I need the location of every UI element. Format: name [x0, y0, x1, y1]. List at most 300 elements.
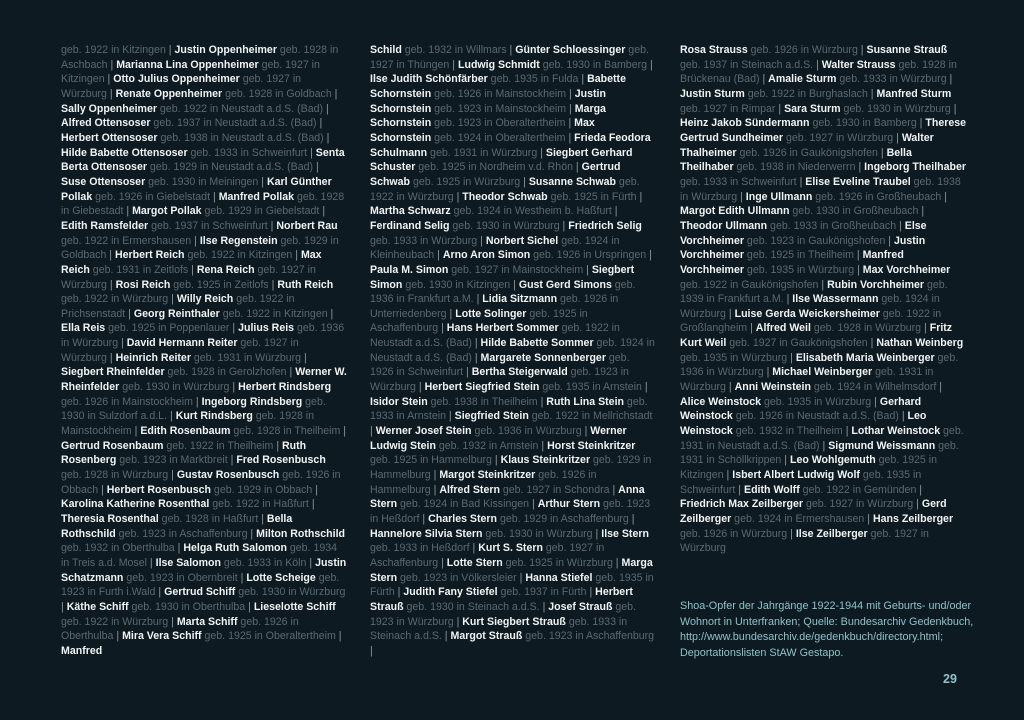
separator: |: [569, 87, 572, 100]
person-name: Georg Reinthaler: [133, 307, 220, 320]
separator: |: [531, 498, 535, 511]
birth-info: geb. 1930 in Würzburg: [840, 102, 954, 115]
person-name: Walter Thalheimer: [680, 131, 934, 159]
person-name: Martha Schwarz: [370, 205, 451, 218]
person-name: Isbert Albert Ludwig Wolf: [732, 469, 860, 482]
separator: |: [289, 366, 293, 379]
birth-info: geb. 1930 in Oberthulba: [128, 600, 249, 613]
birth-info: geb. 1933 in Großheubach: [767, 219, 900, 232]
separator: |: [261, 513, 264, 525]
person-name: Kurt Rindsberg: [175, 410, 253, 423]
separator: |: [595, 527, 599, 540]
separator: |: [480, 234, 483, 247]
separator: |: [212, 190, 216, 203]
person-name: Fritz Kurt Weil: [680, 322, 953, 350]
person-name: Rubin Vorchheimer: [827, 278, 925, 291]
person-name: Manfred: [61, 644, 103, 657]
separator: |: [639, 190, 643, 203]
separator: |: [762, 73, 766, 86]
person-name: Margot Edith Ullmann: [680, 205, 790, 218]
separator: |: [230, 454, 234, 467]
birth-info: geb. 1926 in Würzburg: [680, 527, 791, 540]
separator: |: [586, 263, 589, 276]
separator: |: [474, 351, 478, 364]
separator: |: [919, 117, 923, 130]
person-name: Lothar Weinstock: [851, 425, 941, 438]
person-name: Margot Pollak: [132, 205, 202, 218]
birth-info: geb. 1927 in Würzburg: [61, 73, 302, 100]
birth-info: geb. 1922 in Kitzingen: [61, 44, 169, 56]
separator: |: [149, 556, 153, 569]
person-name: Marta Schiff: [176, 615, 238, 628]
person-name: Frieda Feodora Schulmann: [370, 131, 651, 159]
birth-info: geb. 1933 in Würzburg: [370, 234, 481, 247]
person-name: Otto Julius Oppenheimer: [113, 73, 240, 86]
person-name: Margot Steinkritzer: [439, 469, 536, 482]
person-name: Max Vorchheimer: [862, 263, 951, 276]
birth-info: geb. 1938 in Niederwerrn: [733, 161, 859, 174]
person-name: Michael Weinberger: [772, 366, 873, 379]
birth-info: geb. 1927 in Rimpar: [680, 102, 779, 115]
separator: |: [896, 131, 899, 144]
birth-info: geb. 1927 in Kitzingen: [61, 58, 320, 86]
birth-info: geb. 1927 in Schondra: [499, 483, 613, 496]
person-name: Willy Reich: [176, 293, 234, 306]
separator: |: [540, 395, 544, 408]
birth-info: geb. 1928 in Würzburg: [61, 469, 172, 482]
separator: |: [456, 615, 460, 628]
separator: |: [315, 483, 319, 496]
person-name: Edith Ramsfelder: [61, 219, 149, 232]
separator: |: [433, 483, 437, 496]
birth-info: geb. 1926 in Giebelstadt: [92, 190, 213, 203]
person-name: Gertrud Schiff: [164, 586, 236, 599]
separator: |: [584, 425, 588, 438]
person-name: Siegbert Rheinfelder: [61, 366, 165, 379]
person-name: Gust Gerd Simons: [518, 278, 612, 291]
birth-info: geb. 1923 in Aschaffenburg: [115, 527, 251, 540]
person-name: Anna Stern: [370, 483, 645, 511]
separator: |: [310, 146, 313, 159]
person-name: Gustav Rosenbusch: [176, 469, 280, 482]
person-name: Lieselotte Schiff: [253, 600, 336, 613]
separator: |: [615, 556, 619, 569]
person-name: Marga Stern: [370, 556, 653, 584]
birth-info: geb. 1926 in Neustadt a.d.S. (Bad): [732, 410, 902, 423]
birth-info: geb. 1922 in Burghaslach: [744, 87, 871, 100]
birth-info: geb. 1922 in Ermershausen: [61, 234, 195, 247]
separator: |: [126, 205, 130, 218]
birth-info: geb. 1932 in Oberthulba: [61, 542, 178, 555]
person-name: Ilse Stern: [601, 527, 649, 540]
birth-info: geb. 1938 in Würzburg: [680, 175, 961, 203]
birth-info: geb. 1926 in Obbach: [61, 469, 341, 496]
birth-info: geb. 1925 in Fürth: [547, 190, 640, 203]
birth-info: geb. 1927 in Mainstockheim: [448, 263, 587, 276]
person-name: Helga Ruth Salomon: [183, 542, 287, 555]
birth-info: geb. 1926 in Hammelburg: [370, 469, 597, 496]
birth-info: geb. 1922 in Haßfurt: [209, 498, 312, 511]
separator: |: [867, 513, 871, 525]
person-name: Babette Schornstein: [370, 73, 626, 100]
person-name: Herbert Rindsberg: [238, 381, 332, 394]
separator: |: [474, 337, 478, 350]
separator: |: [158, 586, 162, 599]
birth-info: geb. 1931 in Zeitlofs: [89, 263, 192, 276]
birth-info: geb. 1928 in Giebestadt: [61, 190, 345, 218]
separator: |: [107, 73, 111, 86]
person-name: Paula M. Simon: [370, 263, 449, 276]
person-name: Hilde Babette Ottensoser: [61, 146, 188, 159]
birth-info: geb. 1922 in Würzburg: [370, 175, 640, 203]
separator: |: [509, 44, 513, 56]
birth-info: geb. 1925 in Würzburg: [410, 175, 524, 188]
person-name: David Hermann Reiter: [126, 337, 238, 350]
person-name: Bella Theilhaber: [680, 146, 912, 174]
person-name: Günter Schloessinger: [515, 44, 626, 56]
birth-info: geb. 1922 in Gaukönigshofen: [680, 278, 822, 291]
birth-info: geb. 1928 in Mainstockheim: [61, 410, 315, 438]
birth-info: geb. 1937 in Neustadt a.d.S. (Bad): [150, 117, 320, 130]
person-name: Theresia Rosenthal: [61, 513, 159, 525]
person-name: Theodor Schwab: [462, 190, 548, 203]
person-name: Ruth Reich: [277, 278, 334, 291]
separator: |: [939, 381, 943, 394]
separator: |: [562, 219, 566, 232]
birth-info: geb. 1925 in Würzburg: [502, 556, 616, 569]
person-name: Gerd Zeilberger: [680, 498, 947, 525]
birth-info: geb. 1923 in Oberaltertheim: [431, 117, 569, 130]
separator: |: [121, 337, 124, 350]
birth-info: geb. 1937 in Fürth: [497, 586, 590, 599]
person-name: Manfred Pollak: [218, 190, 295, 203]
person-name: Margot Strauß: [450, 630, 523, 643]
person-name: Nathan Weinberg: [876, 337, 964, 350]
separator: |: [874, 395, 877, 408]
birth-info: geb. 1935 in Würzburg: [680, 351, 791, 364]
birth-info: geb. 1933 in Schweinfurt: [187, 146, 311, 159]
person-name: Hilde Babette Sommer: [480, 337, 594, 350]
separator: |: [109, 351, 113, 364]
person-name: Charles Stern: [428, 513, 498, 525]
birth-info: geb. 1936 in Würzburg: [471, 425, 585, 438]
person-name: Herbert Ottensoser: [61, 131, 158, 144]
separator: |: [631, 513, 635, 525]
birth-info: geb. 1929 in Goldbach: [61, 234, 339, 262]
person-name: Lotte Stern: [446, 556, 503, 569]
birth-info: geb. 1932 in Willmars: [401, 44, 510, 56]
person-name: Gertrud Schwab: [370, 161, 621, 188]
person-name: Siegfried Stein: [454, 410, 529, 423]
birth-info: geb. 1935 in Würzburg: [761, 395, 875, 408]
separator: |: [109, 249, 113, 262]
person-name: Ilse Wassermann: [792, 293, 879, 306]
person-name: Elisabeth Maria Weinberger: [795, 351, 935, 364]
separator: |: [857, 263, 860, 276]
separator: |: [575, 161, 579, 174]
separator: |: [232, 322, 236, 335]
birth-info: geb. 1930 in Bamberg: [809, 117, 920, 130]
separator: |: [240, 571, 244, 584]
birth-info: geb. 1938 in Theilheim: [427, 395, 541, 408]
birth-info: geb. 1923 in Mainstockheim: [431, 102, 570, 115]
person-name: Hannelore Silvia Stern: [370, 527, 483, 540]
separator: |: [304, 351, 307, 364]
person-name: Rosa Strauss: [680, 44, 748, 56]
person-name: Elise Eveline Traubel: [805, 175, 911, 188]
birth-info: geb. 1929 in Obbach: [210, 483, 316, 496]
separator: |: [649, 58, 653, 71]
birth-info: geb. 1923 in Aschaffenburg: [522, 630, 655, 643]
separator: |: [441, 322, 444, 335]
separator: |: [276, 439, 280, 452]
separator: |: [116, 630, 120, 643]
separator: |: [494, 454, 498, 467]
birth-info: geb. 1922 in Würzburg: [61, 615, 172, 628]
separator: |: [171, 469, 174, 482]
separator: |: [109, 87, 113, 100]
birth-info: geb. 1933 in Würzburg: [836, 73, 950, 86]
separator: |: [128, 307, 131, 320]
birth-info: geb. 1929 in Giebelstadt: [201, 205, 323, 218]
person-name: Gerhard Weinstock: [680, 395, 922, 423]
birth-info: geb. 1928 in Goldbach: [222, 87, 335, 100]
birth-info: geb. 1924 in Westheim b. Haßfurt: [450, 205, 615, 218]
separator: |: [740, 190, 743, 203]
page-number: 29: [943, 672, 957, 686]
person-name: Herbert Rosenbusch: [106, 483, 211, 496]
person-name: Siegbert Gerhard Schuster: [370, 146, 633, 174]
person-name: Fred Rosenbusch: [236, 454, 326, 467]
person-name: Julius Reis: [238, 322, 295, 335]
person-name: Ilse Zeilberger: [795, 527, 868, 540]
person-name: Amalie Sturm: [768, 73, 837, 86]
separator: |: [845, 425, 849, 438]
birth-info: geb. 1928 in Aschbach: [61, 44, 339, 71]
separator: |: [456, 190, 460, 203]
person-name: Karl Günther Pollak: [61, 175, 332, 203]
separator: |: [343, 425, 347, 438]
birth-info: geb. 1930 in Bamberg: [539, 58, 650, 71]
separator: |: [177, 542, 181, 555]
person-name: Theodor Ullmann: [680, 219, 768, 232]
person-name: Hanna Stiefel: [525, 571, 593, 584]
separator: |: [581, 73, 585, 86]
person-name: Milton Rothschild: [256, 527, 345, 540]
person-name: Luise Gerda Weickersheimer: [734, 307, 880, 320]
birth-info: geb. 1922 in Gemünden: [799, 483, 920, 496]
person-name: Siegbert Simon: [370, 263, 635, 291]
name-column-1: [61, 43, 347, 659]
birth-info: geb. 1926 in Mainstockheim: [61, 395, 196, 408]
person-name: Lidia Sitzmann: [482, 293, 558, 306]
birth-info: geb. 1922 in Kitzingen: [219, 307, 331, 320]
birth-info: geb. 1922 in Würzburg: [61, 293, 172, 306]
separator: |: [513, 278, 516, 291]
birth-info: geb. 1936 in Frankfurt a.M.: [370, 278, 636, 306]
separator: |: [523, 175, 526, 188]
person-name: Manfred Sturm: [876, 87, 952, 100]
person-name: Ella Reis: [61, 322, 106, 335]
birth-info: geb. 1930 in Meiningen: [145, 175, 262, 188]
person-name: Heinz Jakob Sündermann: [680, 117, 810, 130]
birth-info: geb. 1922 in Kitzingen: [184, 249, 296, 262]
birth-info: geb. 1933 in Heßdorf: [370, 542, 473, 555]
birth-info: geb. 1922 in Neustadt a.d.S. (Bad): [156, 102, 326, 115]
separator: |: [541, 439, 545, 452]
separator: |: [921, 205, 925, 218]
birth-info: geb. 1925 in Oberaltertheim: [201, 630, 339, 643]
birth-info: geb. 1935 in Schweinfurt: [680, 469, 922, 496]
birth-info: geb. 1927 in Würzburg: [803, 498, 917, 511]
person-name: Norbert Sichel: [485, 234, 559, 247]
birth-info: geb. 1922 in Prichsenstadt: [61, 293, 295, 320]
person-name: Mira Vera Schiff: [122, 630, 202, 643]
birth-info: geb. 1924 in Oberaltertheim: [431, 131, 569, 144]
person-name: Leo Weinstock: [680, 410, 927, 438]
birth-info: geb. 1937 in Schweinfurt: [148, 219, 271, 232]
separator: |: [109, 278, 113, 291]
person-name: Friedrich Max Zeilberger: [680, 498, 804, 511]
person-name: Kurt S. Stern: [478, 542, 543, 555]
person-name: Herbert Siegfried Stein: [424, 381, 540, 394]
birth-info: geb. 1927 in Würzburg: [680, 527, 929, 555]
separator: |: [750, 322, 753, 335]
person-name: Marga Schornstein: [370, 102, 606, 130]
separator: |: [916, 498, 919, 511]
person-name: Senta Berta Ottensoser: [61, 146, 345, 174]
birth-info: geb. 1923 in Obernbreit: [123, 571, 241, 584]
separator: |: [309, 556, 313, 569]
person-name: Ilse Salomon: [155, 556, 221, 569]
separator: |: [888, 234, 892, 247]
separator: |: [766, 366, 770, 379]
separator: |: [422, 513, 426, 525]
person-name: Renate Oppenheimer: [115, 87, 223, 100]
person-name: Walter Strauss: [821, 58, 896, 71]
birth-info: geb. 1929 in Neustadt a.d.S. (Bad): [146, 161, 316, 174]
separator: |: [790, 527, 793, 540]
birth-info: geb. 1935 in Fulda: [487, 73, 582, 86]
birth-info: geb. 1923 in Gaukönigshofen: [743, 234, 889, 247]
birth-info: geb. 1930 in Sulzdorf a.d.L.: [61, 395, 326, 423]
person-name: Alice Weinstock: [680, 395, 762, 408]
birth-info: geb. 1924 in Neustadt a.d.S. (Bad): [370, 337, 655, 364]
birth-info: geb. 1927 in Würzburg: [783, 131, 897, 144]
birth-info: geb. 1928 in Würzburg: [810, 322, 925, 335]
person-name: Justin Sturm: [680, 87, 745, 100]
person-name: Edith Rosenbaum: [140, 425, 231, 438]
separator: |: [568, 131, 572, 144]
separator: |: [784, 454, 788, 467]
birth-info: geb. 1922 in Theilheim: [163, 439, 277, 452]
birth-info: geb. 1924 in Kleinheubach: [370, 234, 620, 262]
separator: |: [822, 439, 826, 452]
separator: |: [870, 337, 874, 350]
separator: |: [476, 293, 480, 306]
separator: |: [569, 102, 572, 115]
person-name: Susanne Strauß: [866, 44, 948, 56]
birth-info: geb. 1932 in Theilheim: [732, 425, 846, 438]
birth-info: geb. 1927 in Würzburg: [61, 337, 299, 364]
separator: |: [169, 410, 173, 423]
birth-info: geb. 1935 in Fürth: [370, 571, 654, 599]
person-name: Margarete Sonnenberger: [480, 351, 606, 364]
person-name: Kurt Siegbert Strauß: [462, 615, 566, 628]
separator: |: [644, 381, 648, 394]
separator: |: [786, 293, 790, 306]
separator: |: [441, 556, 444, 569]
separator: |: [919, 483, 923, 496]
person-name: Susanne Schwab: [528, 175, 616, 188]
person-name: Schild: [370, 44, 402, 56]
separator: |: [171, 293, 174, 306]
separator: |: [194, 234, 197, 247]
separator: |: [370, 644, 373, 657]
person-name: Ilse Regenstein: [199, 234, 278, 247]
separator: |: [448, 410, 452, 423]
birth-info: geb. 1928 in Gerolzhofen: [164, 366, 290, 379]
separator: |: [728, 307, 732, 320]
person-name: Ruth Lina Stein: [546, 395, 624, 408]
person-name: Alfred Weil: [755, 322, 811, 335]
separator: |: [437, 249, 440, 262]
birth-info: geb. 1925 in Hammelburg: [370, 454, 495, 467]
birth-info: geb. 1924 in Würzburg: [680, 293, 940, 320]
birth-info: geb. 1933 in Köln: [220, 556, 310, 569]
birth-info: geb. 1930 in Würzburg: [482, 527, 596, 540]
separator: |: [171, 615, 174, 628]
birth-info: geb. 1929 in Hammelburg: [370, 454, 652, 482]
birth-info: geb. 1931 in Schöllkrippen: [680, 439, 959, 467]
separator: |: [168, 44, 172, 56]
person-name: Heinrich Reiter: [115, 351, 191, 364]
separator: |: [568, 117, 572, 130]
person-name: Manfred Vorchheimer: [680, 249, 904, 276]
separator: |: [61, 600, 64, 613]
separator: |: [540, 146, 543, 159]
separator: |: [728, 381, 732, 394]
birth-info: geb. 1933 in Arnstein: [370, 395, 648, 423]
person-name: Justin Oppenheimer: [174, 44, 277, 56]
person-name: Klaus Steinkritzer: [500, 454, 591, 467]
separator: |: [319, 117, 323, 130]
birth-info: geb. 1927 in Gaukönigshofen: [726, 337, 871, 350]
person-name: Käthe Schiff: [66, 600, 129, 613]
separator: |: [860, 44, 864, 56]
person-name: Ilse Judith Schönfärber: [370, 73, 488, 86]
person-name: Max Schornstein: [370, 117, 595, 144]
separator: |: [466, 366, 469, 379]
person-name: Lotte Scheige: [246, 571, 316, 584]
separator: |: [589, 586, 593, 599]
separator: |: [953, 102, 957, 115]
person-name: Werner Ludwig Stein: [370, 425, 627, 452]
person-name: Justin Schatzmann: [61, 556, 347, 584]
birth-info: geb. 1926 in Würzburg: [747, 44, 861, 56]
person-name: Judith Fany Stiefel: [403, 586, 498, 599]
birth-info: geb. 1925 in Nordheim v.d. Rhön: [415, 161, 576, 174]
birth-info: geb. 1925 in Poppenlauer: [105, 322, 233, 335]
separator: |: [949, 73, 953, 86]
birth-info: geb. 1935 in Würzburg: [743, 263, 858, 276]
separator: |: [101, 483, 104, 496]
separator: |: [330, 307, 334, 320]
person-name: Hans Zeilberger: [873, 513, 954, 525]
birth-info: geb. 1936 in Würzburg: [680, 351, 959, 379]
person-name: Marianna Lina Oppenheimer: [116, 58, 259, 71]
birth-info: geb. 1928 in Brückenau (Bad): [680, 58, 957, 86]
